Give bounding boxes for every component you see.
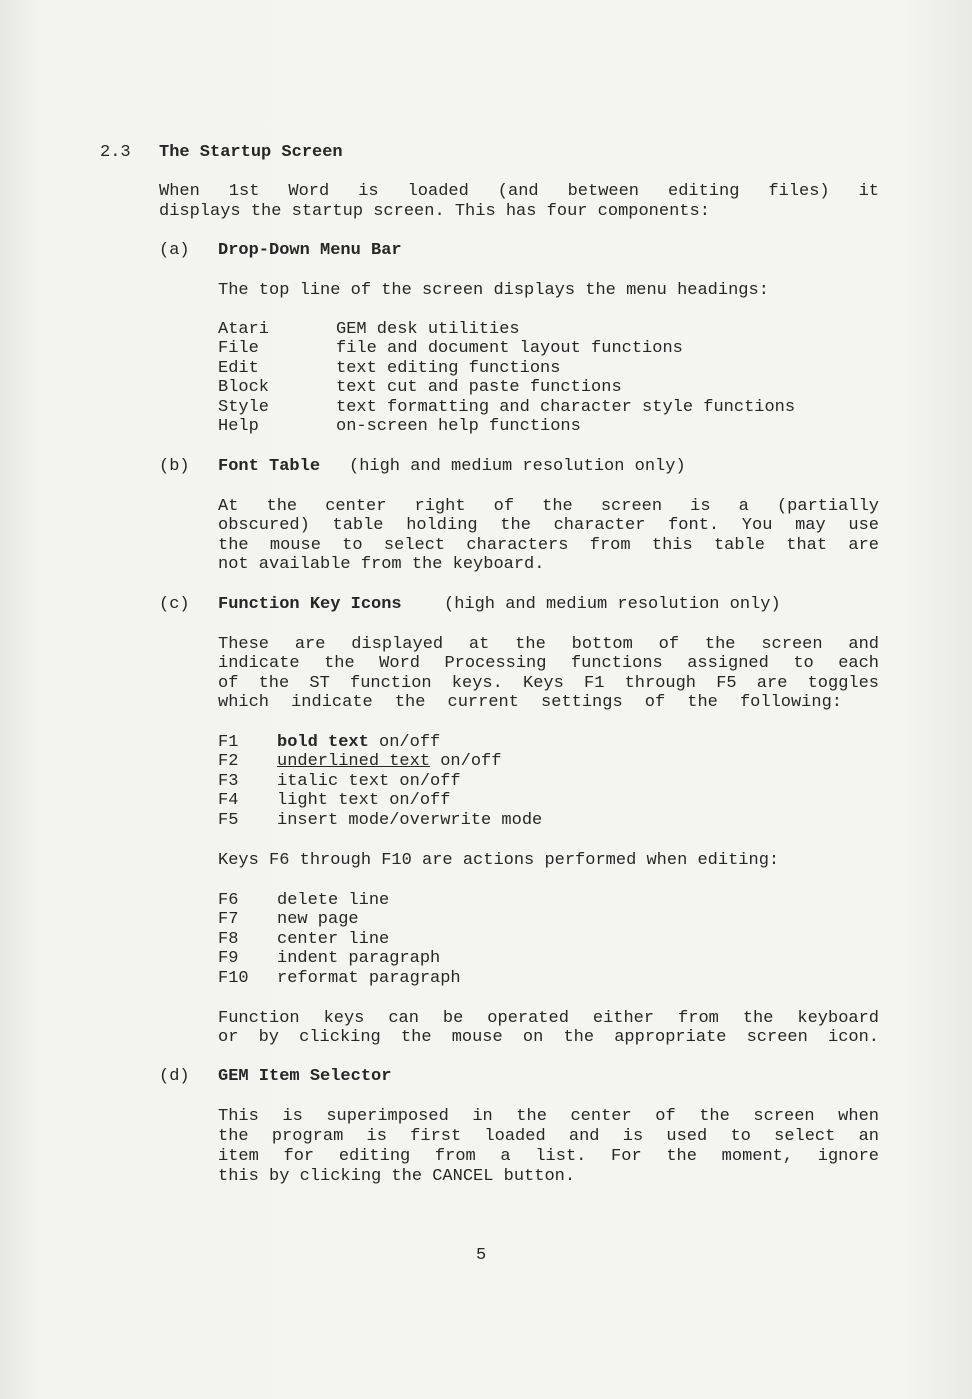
part-b-body-line: obscured) table holding the character font. You may use (218, 516, 879, 535)
toggle-desc: underlined text on/off (277, 752, 502, 771)
action-desc: new page (277, 910, 359, 929)
action-key: F6 (218, 891, 239, 910)
part-b-title: Font Table (218, 457, 321, 476)
part-c-closing-line: or by clicking the mouse on the appropriate screen icon. (218, 1028, 879, 1047)
part-d-body-line: item for editing from a list. For the moment, ignore (218, 1147, 879, 1166)
part-c-closing-line: Function keys can be operated either from the keyboard (218, 1009, 879, 1028)
menu-desc: text formatting and character style functions (336, 398, 796, 417)
menu-name: Style (218, 398, 270, 417)
part-c-body-line: which indicate the current settings of the following: (218, 693, 842, 712)
part-b-body-line: At the center right of the screen is a (partially (218, 497, 879, 516)
menu-desc: text editing functions (336, 359, 561, 378)
part-a-label: (a) (159, 241, 190, 260)
light-sample: light text (277, 791, 380, 810)
toggle-key: F5 (218, 811, 239, 830)
toggle-desc: light text on/off (277, 791, 451, 810)
part-b-body-line: the mouse to select characters from this table that are (218, 536, 879, 555)
menu-desc: on-screen help functions (336, 417, 581, 436)
menu-name: Block (218, 378, 270, 397)
underline-sample: underlined text (277, 752, 431, 771)
part-c-body-line: These are displayed at the bottom of the screen and (218, 635, 879, 654)
menu-name: Help (218, 417, 259, 436)
toggle-desc: bold text on/off (277, 733, 441, 752)
intro-line: When 1st Word is loaded (and between editing files) it (159, 182, 879, 201)
action-key: F8 (218, 930, 239, 949)
part-d-title: GEM Item Selector (218, 1067, 392, 1086)
menu-desc: file and document layout functions (336, 339, 683, 358)
action-desc: reformat paragraph (277, 969, 461, 988)
menu-name: File (218, 339, 259, 358)
action-key: F9 (218, 949, 239, 968)
toggle-desc: insert mode/overwrite mode (277, 811, 543, 830)
action-key: F10 (218, 969, 249, 988)
section-title: The Startup Screen (159, 143, 343, 162)
page-number: 5 (476, 1246, 487, 1265)
menu-desc: GEM desk utilities (336, 320, 520, 339)
action-key: F7 (218, 910, 239, 929)
section-number: 2.3 (100, 143, 131, 162)
toggle-key: F2 (218, 752, 239, 771)
part-c-body-line: indicate the Word Processing functions assigned to each (218, 654, 879, 673)
bold-sample: bold text (277, 733, 369, 752)
toggle-key: F3 (218, 772, 239, 791)
action-desc: center line (277, 930, 390, 949)
part-a-title: Drop-Down Menu Bar (218, 241, 402, 260)
part-c-title: Function Key Icons (218, 595, 402, 614)
part-c-body-line: of the ST function keys. Keys F1 through F5 are toggles (218, 674, 879, 693)
menu-name: Atari (218, 320, 270, 339)
toggle-key: F1 (218, 733, 239, 752)
intro-line: displays the startup screen. This has four components: (159, 202, 710, 221)
action-desc: delete line (277, 891, 390, 910)
part-c-label: (c) (159, 595, 190, 614)
part-d-body-line: the program is first loaded and is used to select an (218, 1127, 879, 1146)
toggle-desc: italic text on/off (277, 772, 461, 791)
part-d-body-line: This is superimposed in the center of the screen when (218, 1107, 879, 1126)
part-b-body-line: not available from the keyboard. (218, 555, 545, 574)
menu-name: Edit (218, 359, 259, 378)
menu-desc: text cut and paste functions (336, 378, 622, 397)
action-desc: indent paragraph (277, 949, 441, 968)
actions-intro: Keys F6 through F10 are actions performed when editing: (218, 851, 780, 870)
part-b-note: (high and medium resolution only) (349, 457, 686, 476)
italic-sample: italic text (277, 772, 390, 791)
toggle-key: F4 (218, 791, 239, 810)
part-d-body-line: this by clicking the CANCEL button. (218, 1167, 576, 1186)
part-b-label: (b) (159, 457, 190, 476)
part-c-note: (high and medium resolution only) (444, 595, 781, 614)
part-d-label: (d) (159, 1067, 190, 1086)
part-a-intro: The top line of the screen displays the menu headings: (218, 281, 769, 300)
